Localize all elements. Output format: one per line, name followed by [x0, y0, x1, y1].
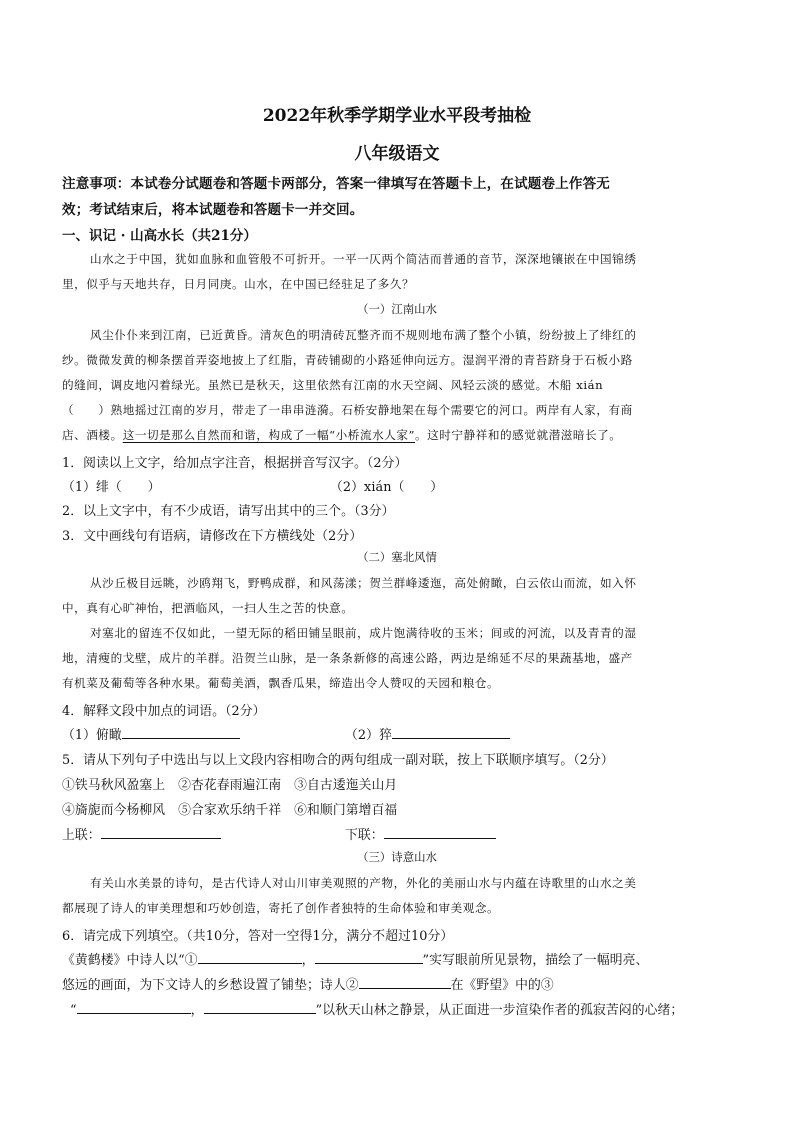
intro-line-2: 里，似乎与天地共存，日月同庚。山水，在中国已经驻足了多久？: [62, 277, 415, 291]
part-1-title: （一）江南山水: [357, 302, 437, 316]
passage-1-line-5: [62, 427, 621, 443]
passage-3-line-1: 对塞北的留连不仅如此，一望无际的稻田铺呈眼前，成片饱满待收的玉米；间或的河流，以及青青的湿: [90, 626, 637, 640]
lower-couplet-label: 下联：: [345, 828, 384, 843]
answer-blank[interactable]: [315, 950, 423, 964]
exam-title: 2022年秋季学期学业水平段考抽检: [262, 106, 532, 126]
question-6-line-2: [62, 974, 554, 993]
lower-couplet: [345, 824, 496, 843]
upper-couplet-label: 上联：: [62, 828, 101, 843]
question-4-part-a-label: （1）俯瞰: [62, 728, 122, 743]
passage-3-line-3: 有机菜及葡萄等各种水果。葡萄美酒，飘香瓜果，缔造出令人赞叹的天园和粮仓。: [62, 676, 500, 690]
part-3-title: （三）诗意山水: [357, 850, 437, 864]
question-6: 6．请完成下列填空。（共10分，答对一空得1分，满分不超过10分）: [62, 929, 454, 944]
q6-text-e: 在《野望》中的③: [450, 978, 554, 993]
question-1-part-b: （2）xián（ ）: [330, 480, 444, 495]
notice-line-2: 效；考试结束后，将本试题卷和答题卡一并交回。: [62, 202, 364, 218]
q6-text-h: ”以秋天山林之静景，从正面进一步渲染作者的孤寂苦闷的心绪；: [315, 1003, 684, 1018]
question-1: 1．阅读以上文字，给加点字注音，根据拼音写汉字。（2分）: [62, 456, 408, 471]
answer-blank[interactable]: [359, 975, 451, 989]
question-4-part-b-label: （2）猝: [345, 728, 392, 743]
answer-blank[interactable]: [204, 1000, 316, 1014]
answer-blank[interactable]: [392, 725, 510, 739]
passage-3-line-2: 地，清瘦的戈壁，成片的羊群。沿贺兰山脉，是一条条新修的高速公路，两边是绵延不尽的果蔬基地，盛产: [62, 651, 633, 665]
passage-1-line-4: （ ）熟地摇过江南的岁月，带走了一串串涟漪。石桥安静地架在每个需要它的河口。两岸有人家，有商: [62, 403, 633, 417]
answer-blank[interactable]: [77, 1000, 191, 1014]
q6-text-c: ”实写眼前所见景物，描绘了一幅明亮、: [422, 953, 649, 968]
section-1-heading: 一、识记 · 山高水长（共21分）: [62, 228, 257, 244]
question-5-options-1: ①铁马秋风盈塞上 ②杏花春雨遍江南 ③自古逶迤关山月: [62, 778, 398, 793]
answer-blank[interactable]: [122, 725, 240, 739]
question-4: 4．解释文段中加点的词语。（2分）: [62, 704, 266, 719]
answer-blank[interactable]: [384, 825, 496, 839]
question-3: 3．文中画线句有语病，请修改在下方横线处（2分）: [62, 529, 363, 544]
passage-1-line-2: 纱。微微发黄的柳条摆首弄姿地披上了红脂，青砖铺砌的小路延伸向远方。湿润平滑的青苔跻身于石板小路: [62, 353, 633, 367]
question-2: 2．以上文字中，有不少成语，请写出其中的三个。（3分）: [62, 504, 395, 519]
upper-couplet: [62, 824, 221, 843]
question-4-part-b: [345, 724, 510, 743]
answer-blank[interactable]: [101, 825, 221, 839]
passage-1-line-3: 的缝间，调皮地闪着绿光。虽然已是秋天，这里依然有江南的水天空阔、风轻云淡的感觉。木船 xián: [62, 378, 604, 392]
question-1-part-a: （1）绯（ ）: [62, 480, 161, 495]
passage-2-line-1: 从沙丘极目远眺，沙鸥翔飞，野鸭成群，和风荡漾；贺兰群峰逶迤，高处俯瞰，白云依山而流，如入怀: [90, 576, 637, 590]
question-5: 5．请从下列句子中选出与以上文段内容相吻合的两句组成一副对联，按上下联顺序填写。（2分）: [62, 753, 614, 768]
question-5-options-2: ④旖旎而今杨柳风 ⑤合家欢乐纳千祥 ⑥和顺门第增百福: [62, 803, 398, 818]
passage-1-line-1: 风尘仆仆来到江南，已近黄昏。清灰色的明清砖瓦整齐而不规则地布满了整个小镇，纷纷披上了绯红的: [90, 328, 637, 342]
part-2-title: （二）塞北风情: [357, 550, 437, 564]
question-6-line-3: [70, 999, 683, 1018]
intro-line-1: 山水之于中国，犹如血脉和血管般不可折开。一平一仄两个简洁而普通的音节，深深地镶嵌在中国锦绣: [90, 252, 637, 266]
q6-text-a: 《黄鹤楼》中诗人以“①: [62, 953, 198, 968]
exam-subtitle: 八年级语文: [354, 144, 440, 164]
underlined-sentence: 这一切是那么自然而和谐，构成了一幅“小桥流水人家”: [122, 428, 415, 442]
passage-4-line-1: 有关山水美景的诗句，是古代诗人对山川审美观照的产物，外化的美丽山水与内蕴在诗歌里的山水之美: [90, 876, 637, 890]
passage-2-line-2: 中，真有心旷神怡，把酒临风，一扫人生之苦的快意。: [62, 601, 354, 615]
passage-1-line-5-end: 。这时宁静祥和的感觉就潜滋暗长了。: [415, 428, 622, 442]
q6-text-b: ，: [301, 953, 315, 968]
question-4-part-a: [62, 724, 240, 743]
passage-4-line-2: 都展现了诗人的审美理想和巧妙创造，寄托了创作者独特的生命体验和审美观念。: [62, 901, 500, 915]
q6-text-g: ，: [190, 1003, 204, 1018]
notice-line-1: 注意事项：本试卷分试题卷和答题卡两部分，答案一律填写在答题卡上，在试题卷上作答无: [62, 176, 610, 192]
q6-text-d: 悠远的画面，为下文诗人的乡愁设置了铺垫；诗人②: [62, 978, 359, 993]
question-6-line-1: [62, 949, 648, 968]
q6-text-f: “: [70, 1003, 77, 1018]
answer-blank[interactable]: [198, 950, 302, 964]
passage-1-line-5-start: 店、酒楼。: [62, 428, 123, 442]
